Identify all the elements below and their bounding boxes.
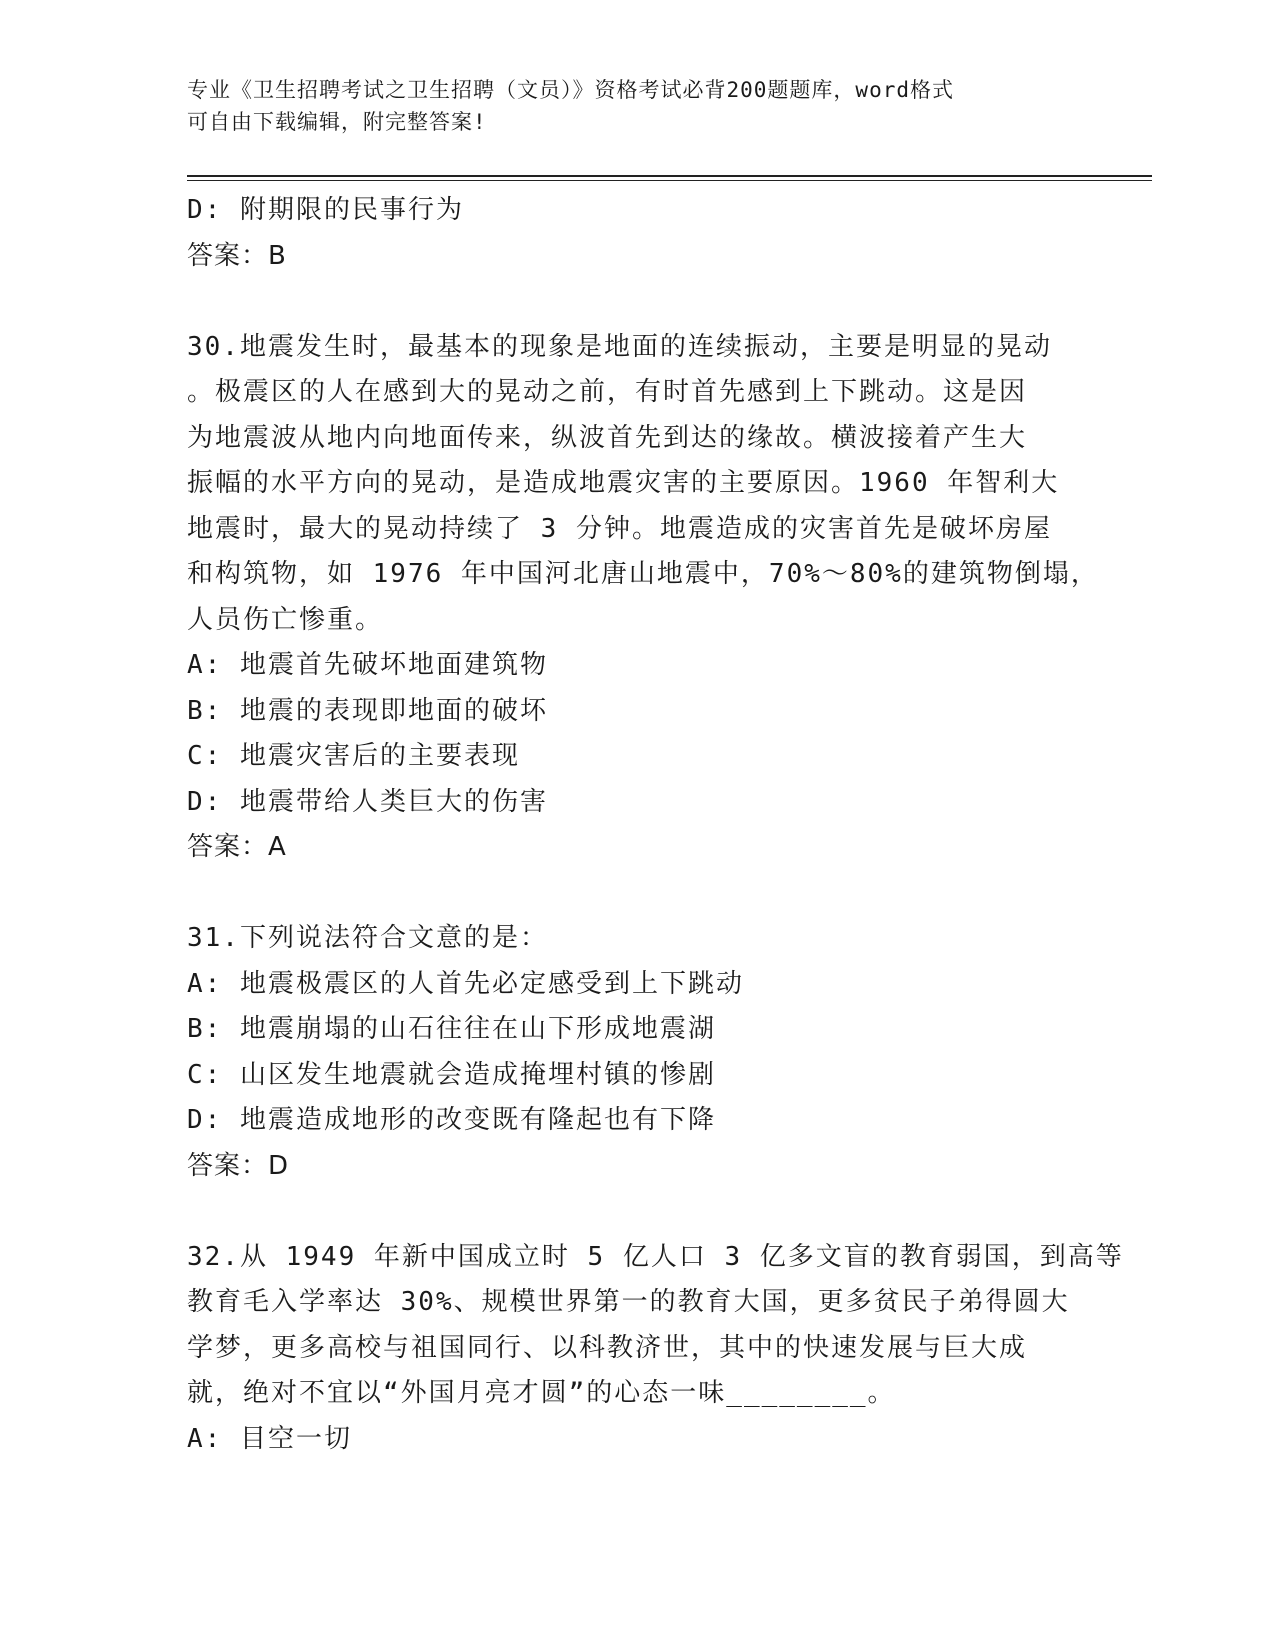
q30-option-d: D: 地震带给人类巨大的伤害 <box>187 786 548 817</box>
q31-option-a: A: 地震极震区的人首先必定感受到上下跳动 <box>187 968 744 999</box>
q30-stem-line: 人员伤亡惨重。 <box>187 604 384 635</box>
q30-stem-line: 和构筑物，如 1976 年中国河北唐山地震中，70%～80%的建筑物倒塌， <box>187 559 1099 589</box>
spacer <box>187 279 1087 325</box>
q30-stem-line: 。极震区的人在感到大的晃动之前，有时首先感到上下跳动。这是因 <box>187 377 1028 407</box>
q31-option-c: C: 山区发生地震就会造成掩埋村镇的惨剧 <box>187 1059 716 1090</box>
q30-stem-line: 振幅的水平方向的晃动，是造成地震灾害的主要原因。1960 年智利大 <box>187 468 1060 498</box>
q31-stem-line: 31.下列说法符合文意的是： <box>187 923 548 953</box>
spacer <box>187 871 1087 917</box>
question-31 <box>187 916 1087 1189</box>
q31-option-b: B: 地震崩塌的山石往往在山下形成地震湖 <box>187 1014 716 1044</box>
q30-stem-line: 30.地震发生时，最基本的现象是地面的连续振动，主要是明显的晃动 <box>187 331 1052 362</box>
header-rule-thick <box>187 175 1152 177</box>
document-header <box>187 74 1067 138</box>
question-32 <box>187 1235 1124 1463</box>
q32-stem-line: 就，绝对不宜以“外国月亮才圆”的心态一味________。 <box>187 1378 896 1408</box>
prev-answer: 答案：B <box>187 240 287 271</box>
question-content <box>187 188 1124 1462</box>
header-line-2: 可自由下载编辑，附完整答案! <box>187 110 487 134</box>
q32-option-a: A: 目空一切 <box>187 1423 352 1454</box>
q30-stem-line: 为地震波从地内向地面传来，纵波首先到达的缘故。横波接着产生大 <box>187 422 1028 453</box>
header-line-1: 专业《卫生招聘考试之卫生招聘（文员）》资格考试必背200题题库，word格式 <box>187 78 954 102</box>
q30-answer: 答案：A <box>187 832 287 862</box>
q32-stem-line: 32.从 1949 年新中国成立时 5 亿人口 3 亿多文盲的教育弱国，到高等 <box>187 1241 1124 1272</box>
q30-option-a: A: 地震首先破坏地面建筑物 <box>187 650 548 680</box>
header-rule-thin <box>187 180 1152 181</box>
q30-option-b: B: 地震的表现即地面的破坏 <box>187 695 548 726</box>
prev-option-d: D: 附期限的民事行为 <box>187 195 464 225</box>
question-30 <box>187 325 1099 871</box>
q32-stem-line: 教育毛入学率达 30%、规模世界第一的教育大国，更多贫民子弟得圆大 <box>187 1287 1070 1317</box>
q30-stem-line: 地震时，最大的晃动持续了 3 分钟。地震造成的灾害首先是破坏房屋 <box>187 513 1052 544</box>
q31-answer: 答案：D <box>187 1150 290 1181</box>
q31-option-d: D: 地震造成地形的改变既有隆起也有下降 <box>187 1105 716 1135</box>
q30-option-c: C: 地震灾害后的主要表现 <box>187 741 520 771</box>
spacer <box>187 1189 1087 1235</box>
q32-stem-line: 学梦，更多高校与祖国同行、以科教济世，其中的快速发展与巨大成 <box>187 1332 1028 1363</box>
